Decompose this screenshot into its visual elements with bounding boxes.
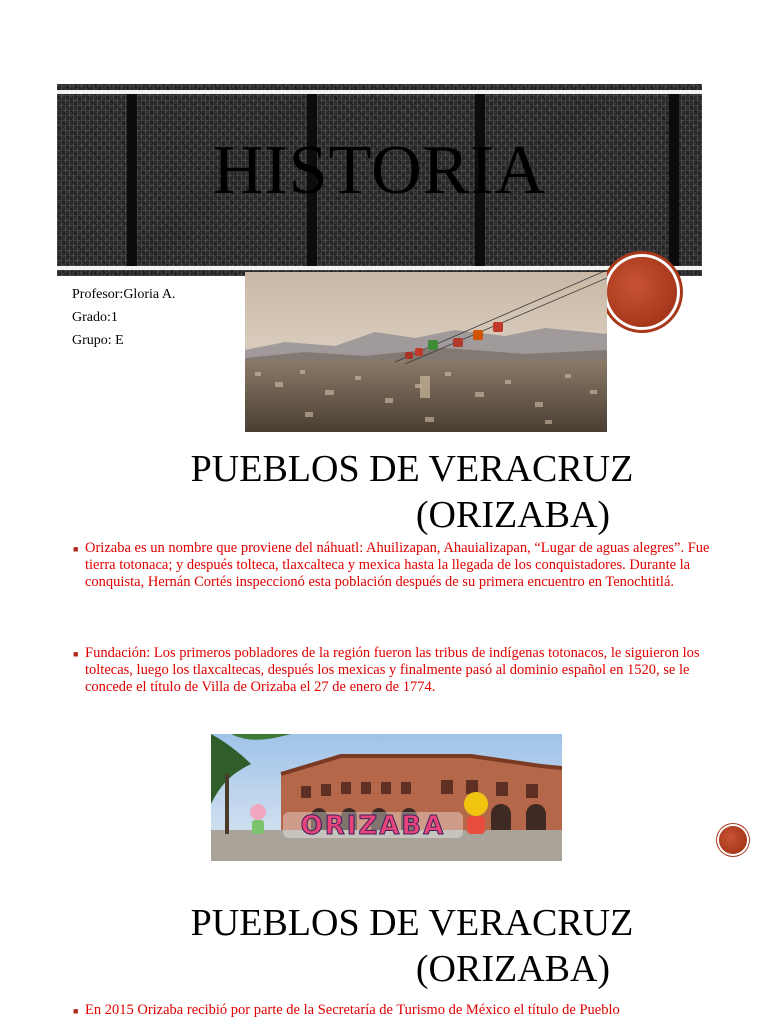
- orizaba-cable-car-photo: [245, 272, 607, 432]
- bullet-paragraph: [73, 1002, 710, 1019]
- section-heading: PUEBLOS DE VERACRUZ: [190, 448, 634, 490]
- decorative-circle-small: [719, 826, 747, 854]
- student-info: [72, 283, 175, 352]
- section-heading: PUEBLOS DE VERACRUZ: [190, 902, 634, 944]
- bullet-square-icon: ■: [73, 544, 79, 554]
- bullet-paragraph: [73, 645, 710, 696]
- banner-stripe-top: [57, 90, 702, 94]
- teacher-label: Profesor:Gloria A.: [72, 287, 176, 302]
- banner-stripe-bottom: [57, 266, 702, 270]
- decorative-circle-large: [607, 257, 677, 327]
- bullet-square-icon: ■: [73, 1006, 79, 1016]
- orizaba-plaza-photo: [211, 734, 562, 861]
- bullet-text: En 2015 Orizaba recibió por parte de la Secretaría de Turismo de México el título de Pueblo: [85, 1002, 620, 1018]
- orizaba-letters-sign: ORIZABA: [300, 811, 446, 841]
- group-label: Grupo: E: [72, 333, 124, 348]
- grade-label: Grado:1: [72, 310, 118, 325]
- bullet-text: Orizaba es un nombre que proviene del náhuatl: Ahuilizapan, Ahauializapan, “Lugar de aguas alegres”. Fue tierra totonaca; y después tolteca, tlaxcalteca y mexica hasta la llegada de los conquistadores. Durante la conquista, Hernán Cortés inspeccionó esta población después de su primera encuentro en Tenochtitlá.: [85, 540, 710, 590]
- section-subheading: (ORIZABA): [415, 948, 611, 990]
- section-subheading: (ORIZABA): [415, 494, 611, 536]
- bullet-square-icon: ■: [73, 649, 79, 659]
- page-title: HISTORIA: [212, 132, 547, 209]
- bullet-paragraph: [73, 540, 710, 591]
- bullet-text: Fundación: Los primeros pobladores de la región fueron las tribus de indígenas totonacos, le siguieron los toltecas, luego los tlaxcaltecas, después los mexicas y finalmente pasó al dominio español en 1520, se le concede el título de Villa de Orizaba el 27 de enero de 1774.: [85, 645, 700, 695]
- title-banner: [57, 84, 702, 276]
